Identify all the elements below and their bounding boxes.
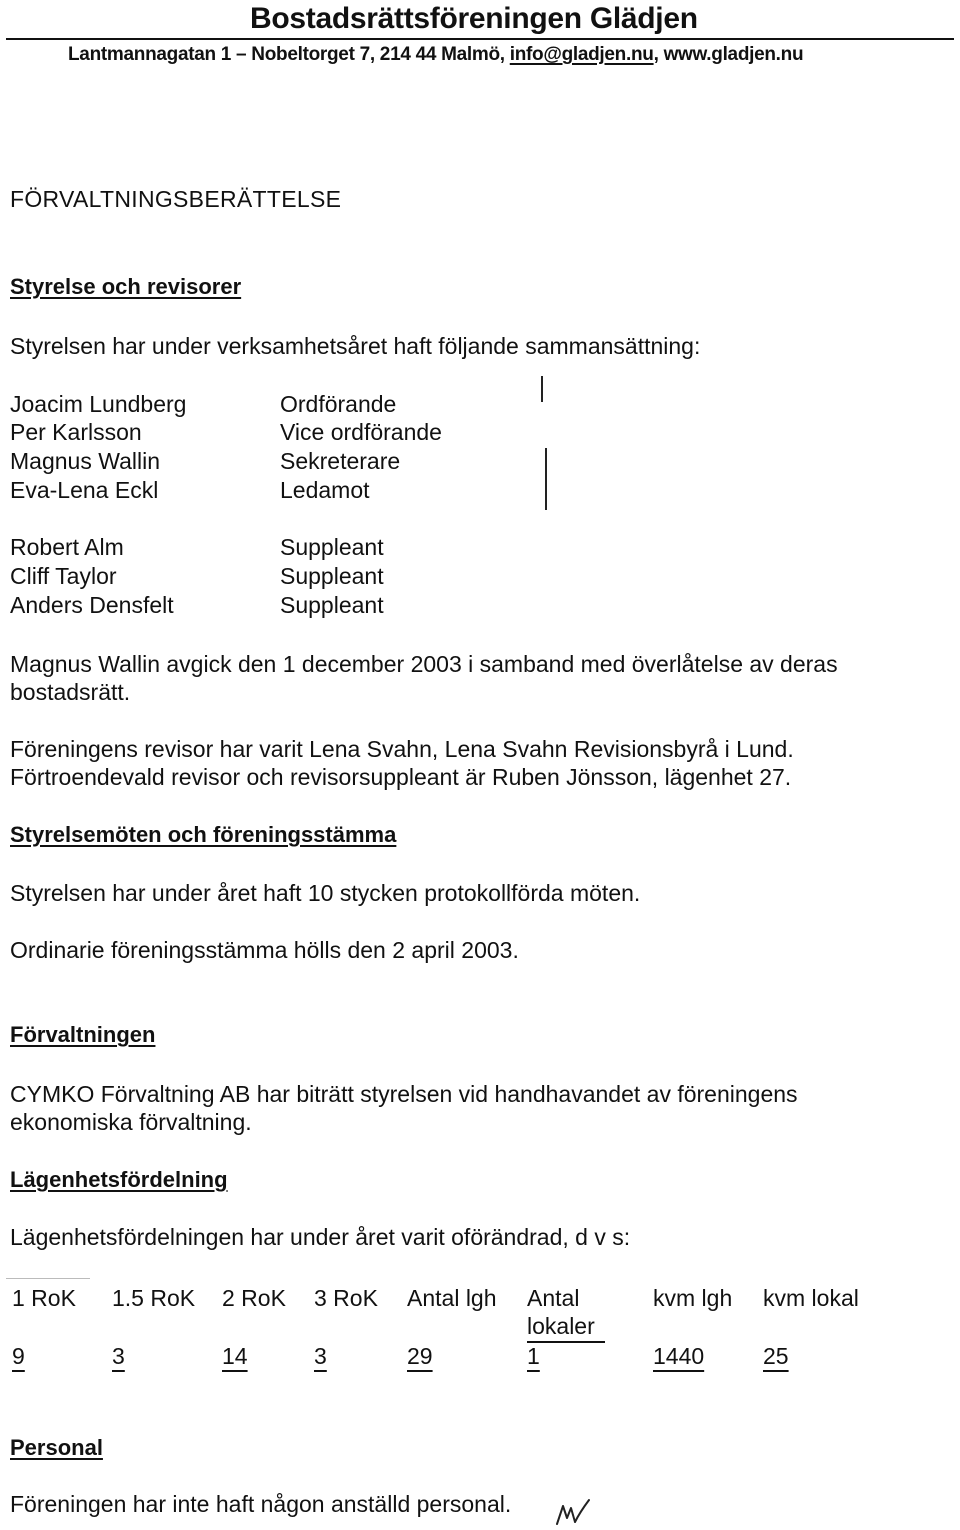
board-heading: Styrelse och revisorer bbox=[10, 274, 242, 299]
substitute-role: Suppleant bbox=[280, 534, 384, 560]
resignation-note: Magnus Wallin avgick den 1 december 2003 i samband med överlåtelse av deras bbox=[10, 651, 838, 677]
apartments-heading: Lägenhetsfördelning bbox=[10, 1167, 228, 1192]
value-text: 1440 bbox=[653, 1343, 705, 1369]
substitute-role: Suppleant bbox=[280, 563, 384, 589]
staff-text: Föreningen har inte haft någon anställd personal. bbox=[10, 1491, 512, 1517]
annual-meeting-text: Ordinarie föreningsstämma hölls den 2 april 2003. bbox=[10, 937, 519, 963]
value-cell bbox=[527, 1343, 540, 1370]
auditor-text-cont: Förtroendevald revisor och revisorsuppleant är Ruben Jönsson, lägenhet 27. bbox=[10, 764, 792, 790]
value-cell bbox=[653, 1343, 704, 1370]
management-text: CYMKO Förvaltning AB har biträtt styrelsen vid handhavandet av föreningens bbox=[10, 1081, 798, 1107]
scan-line bbox=[6, 1278, 90, 1279]
value-cell bbox=[112, 1343, 125, 1370]
member-role: Ordförande bbox=[280, 391, 397, 417]
apartments-intro: Lägenhetsfördelningen har under året varit oförändrad, d v s: bbox=[10, 1224, 631, 1250]
column-header: kvm lokal bbox=[763, 1285, 859, 1311]
staff-heading: Personal bbox=[10, 1435, 103, 1460]
member-role: Vice ordförande bbox=[280, 419, 442, 445]
substitute-role: Suppleant bbox=[280, 592, 384, 618]
header-rule bbox=[6, 38, 954, 40]
column-header: Antal lokaler bbox=[527, 1285, 595, 1339]
value-text: 1 bbox=[527, 1343, 540, 1369]
value-text: 3 bbox=[314, 1343, 327, 1369]
column-header: 1.5 RoK bbox=[112, 1285, 196, 1311]
value-cell bbox=[763, 1343, 789, 1370]
value-cell bbox=[314, 1343, 327, 1370]
address-text: Lantmannagatan 1 – Nobeltorget 7, 214 44 Malmö, bbox=[68, 44, 510, 65]
association-name: Bostadsrättsföreningen Glädjen bbox=[250, 2, 698, 35]
value-text: 9 bbox=[12, 1343, 25, 1369]
management-heading: Förvaltningen bbox=[10, 1022, 156, 1047]
substitute-name: Anders Densfelt bbox=[10, 592, 174, 618]
member-name: Per Karlsson bbox=[10, 419, 142, 445]
column-header: 1 RoK bbox=[12, 1285, 76, 1311]
value-cell bbox=[222, 1343, 248, 1370]
document-title: FÖRVALTNINGSBERÄTTELSE bbox=[10, 186, 342, 212]
column-header: Antal lgh bbox=[407, 1285, 497, 1311]
value-text: 3 bbox=[112, 1343, 125, 1369]
value-text: 14 bbox=[222, 1343, 248, 1369]
member-role: Sekreterare bbox=[280, 448, 401, 474]
value-cell bbox=[12, 1343, 25, 1370]
meetings-heading: Styrelsemöten och föreningsstämma bbox=[10, 822, 397, 847]
column-header: kvm lgh bbox=[653, 1285, 733, 1311]
column-header: 3 RoK bbox=[314, 1285, 378, 1311]
member-name: Eva-Lena Eckl bbox=[10, 477, 159, 503]
resignation-note-cont: bostadsrätt. bbox=[10, 679, 131, 705]
substitute-name: Robert Alm bbox=[10, 534, 124, 560]
website-link[interactable]: www.gladjen.nu bbox=[663, 44, 804, 65]
member-role: Ledamot bbox=[280, 477, 370, 503]
meetings-count-text: Styrelsen har under året haft 10 stycken protokollförda möten. bbox=[10, 880, 641, 906]
email-link[interactable]: info@gladjen.nu bbox=[509, 44, 654, 65]
member-name: Magnus Wallin bbox=[10, 448, 160, 474]
auditor-text: Föreningens revisor har varit Lena Svahn, Lena Svahn Revisionsbyrå i Lund. bbox=[10, 736, 794, 762]
member-name: Joacim Lundberg bbox=[10, 391, 187, 417]
handwritten-initials-icon bbox=[553, 1494, 593, 1528]
board-intro: Styrelsen har under verksamhetsåret haft följande sammansättning: bbox=[10, 333, 701, 359]
value-text: 29 bbox=[407, 1343, 433, 1369]
scan-mark bbox=[545, 448, 547, 510]
value-cell bbox=[407, 1343, 433, 1370]
association-address bbox=[68, 44, 803, 66]
scan-mark bbox=[541, 376, 543, 402]
column-header: 2 RoK bbox=[222, 1285, 286, 1311]
substitute-name: Cliff Taylor bbox=[10, 563, 117, 589]
address-separator: , bbox=[653, 44, 664, 65]
management-text-cont: ekonomiska förvaltning. bbox=[10, 1109, 252, 1135]
value-text: 25 bbox=[763, 1343, 789, 1369]
